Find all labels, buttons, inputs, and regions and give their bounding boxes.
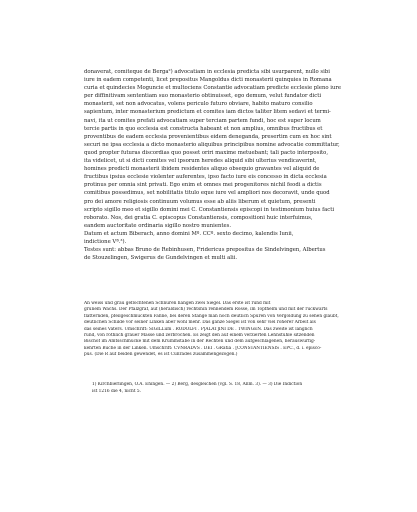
text-line: pro dei amore religiosis continuum volumus esse ab aliis liberum et quietum, presenti: [84, 198, 316, 205]
text-line: navi, ita ut comites prefati advocatiam super terciam partem fundi, hoc est super locum: [84, 117, 321, 124]
text-line: monasterii, set non advocatus, volens periculo futuro obviare, habito maturo consilio: [84, 101, 313, 108]
text-line: donaverat, comiteque de Berga²) advocatiam in ecclesia predicta sibi usurparent, nullo sibi: [84, 69, 330, 75]
text-line: roborato. Nos, dei gratia C. episcopus Constantiensis, compositioni huic interfuimus,: [84, 214, 313, 221]
text-line: homines predicti monasterii ibidem residentes aliquo obsequio gravantes vel aliquid de: [84, 166, 320, 173]
note-line: pus. (Die R auf beiden gewendet, es ist Cunrades zusammengezogen.): [84, 352, 238, 358]
text-line: iure in eadem competenti, licet prepositus Mangoldus dicti monasterii quinquies in Romana: [84, 77, 332, 84]
text-line: tercie partis in quo ecclesia est constructa habeant et non amplius, omnibus fructibus et: [84, 125, 323, 132]
footnote-line: ist 1216 die 4, nicht 5.: [92, 388, 141, 394]
text-line: comitibus possedimus, set nobilitatis titulo eque iure vel ampliori nos decoravit, unde quod: [84, 190, 330, 197]
text-line: proventibus de eadem ecclesia provenientibus eidem deneganda, presertim cum ex hoc sint: [84, 133, 332, 140]
note-line: das seines Vaters. Umschrift: SIGILLum . RODOLFI . P[ALAT]INI DE . TWINGEN. Das zweite ist länglich: [84, 326, 313, 332]
seal-description-note: [84, 301, 342, 359]
text-line: indictione Vª.³).: [84, 238, 127, 245]
text-line: ita videlicet, ut si dicti comites vel ipsorum heredes aliquid sibi ulterius vendicaverint,: [84, 158, 317, 165]
note-line: Bischof im Amtsschmucke mit dem Krummstabe in der Rechten und dem aufgeschlagenen, herauswürfig-: [84, 339, 316, 345]
footnote-line: 1) Kirchbierlingen, O.A. Ehingen. — 2) Berg, desgleichen (vgl. S. 18, Anm. 3). — 3) Die Indiction: [92, 382, 303, 387]
text-line: scripto sigillo meo et sigillo domini mei C. Constantiensis episcopi in testimonium huius facti: [84, 206, 335, 213]
note-line: flatternden, pfeilgeschmückten Fahne, bei deren Stange man noch deutlich Spuren von Vergoldung zu sehen glaubt,: [84, 313, 339, 319]
note-line: rund, von röthlich grauer Masse und zerbrochen. Es zeigt den auf einem verzierten Lehnstuhle sitzenden: [84, 332, 315, 338]
text-line: per diffinitivam sententiam suo monasterio obtinuisset, ego demum, velut fundator dicti: [84, 93, 322, 100]
text-line: de Stouzelingen, Swigerus de Gundelvingen et multi alii.: [84, 255, 238, 262]
note-line: An weiss und grau geflochtenen Schnüren hängen zwei Siegel. Das erste ist rund mit: [84, 301, 271, 306]
footnotes: [92, 382, 342, 395]
text-line: sapientum, inter monasterium predictum et comites iam dictos taliter litem sedavi et termi-: [84, 109, 331, 116]
text-line: fructibus ipsius ecclesie violenter auferentes, ipso facto iure eis concesso in dicta ecclesia: [84, 174, 327, 181]
text-line: curia et quindecies Moguncie et multociens Constantie advocatiam predicte ecclesie pleno iure: [84, 85, 342, 92]
text-line: securi ne ipsa ecclesia a dicto monasterio aliquibus principibus nomine advocatie committatur,: [84, 141, 340, 148]
charter-main-text: [84, 68, 342, 262]
text-line: quod propter futuras discordias quo posset oriri maxime metuebant; tali pacto interposito,: [84, 149, 329, 156]
note-line: kehrten Buche in der Linken. Umschrift: CVNRADVS . DEI . GRatia . [CONSTANTIENSIS . EPC., d. i. episco-: [84, 345, 322, 351]
text-line: Datum et actum Biberach, anno domini Mº. CCº. sexto decimo, kalendis Iunii,: [84, 230, 294, 237]
text-line: protinus per omnia sint privati. Ego enim et omnes mei progenitores nichil feodi a dictis: [84, 182, 322, 189]
text-line: eandem auctoritate ordinaria sigillo nostro munientes.: [84, 222, 232, 229]
text-line: Testes sunt: abbas Bruno de Rebinhusen, Fridericus prepositus de Sindelvingen, Albertus: [84, 247, 326, 254]
note-line: grünem Wachs. Der Pfalzgraf, auf (heraldisch) rechtshin rennendem Rosse, im Topfhelm und mit der rückwärts: [84, 307, 328, 313]
note-line: deutlichen Schilde vor seiner Linken aber wohl mehr. Das ganze Siegel ist von sehr viel roherer Arbeit als: [84, 320, 316, 326]
